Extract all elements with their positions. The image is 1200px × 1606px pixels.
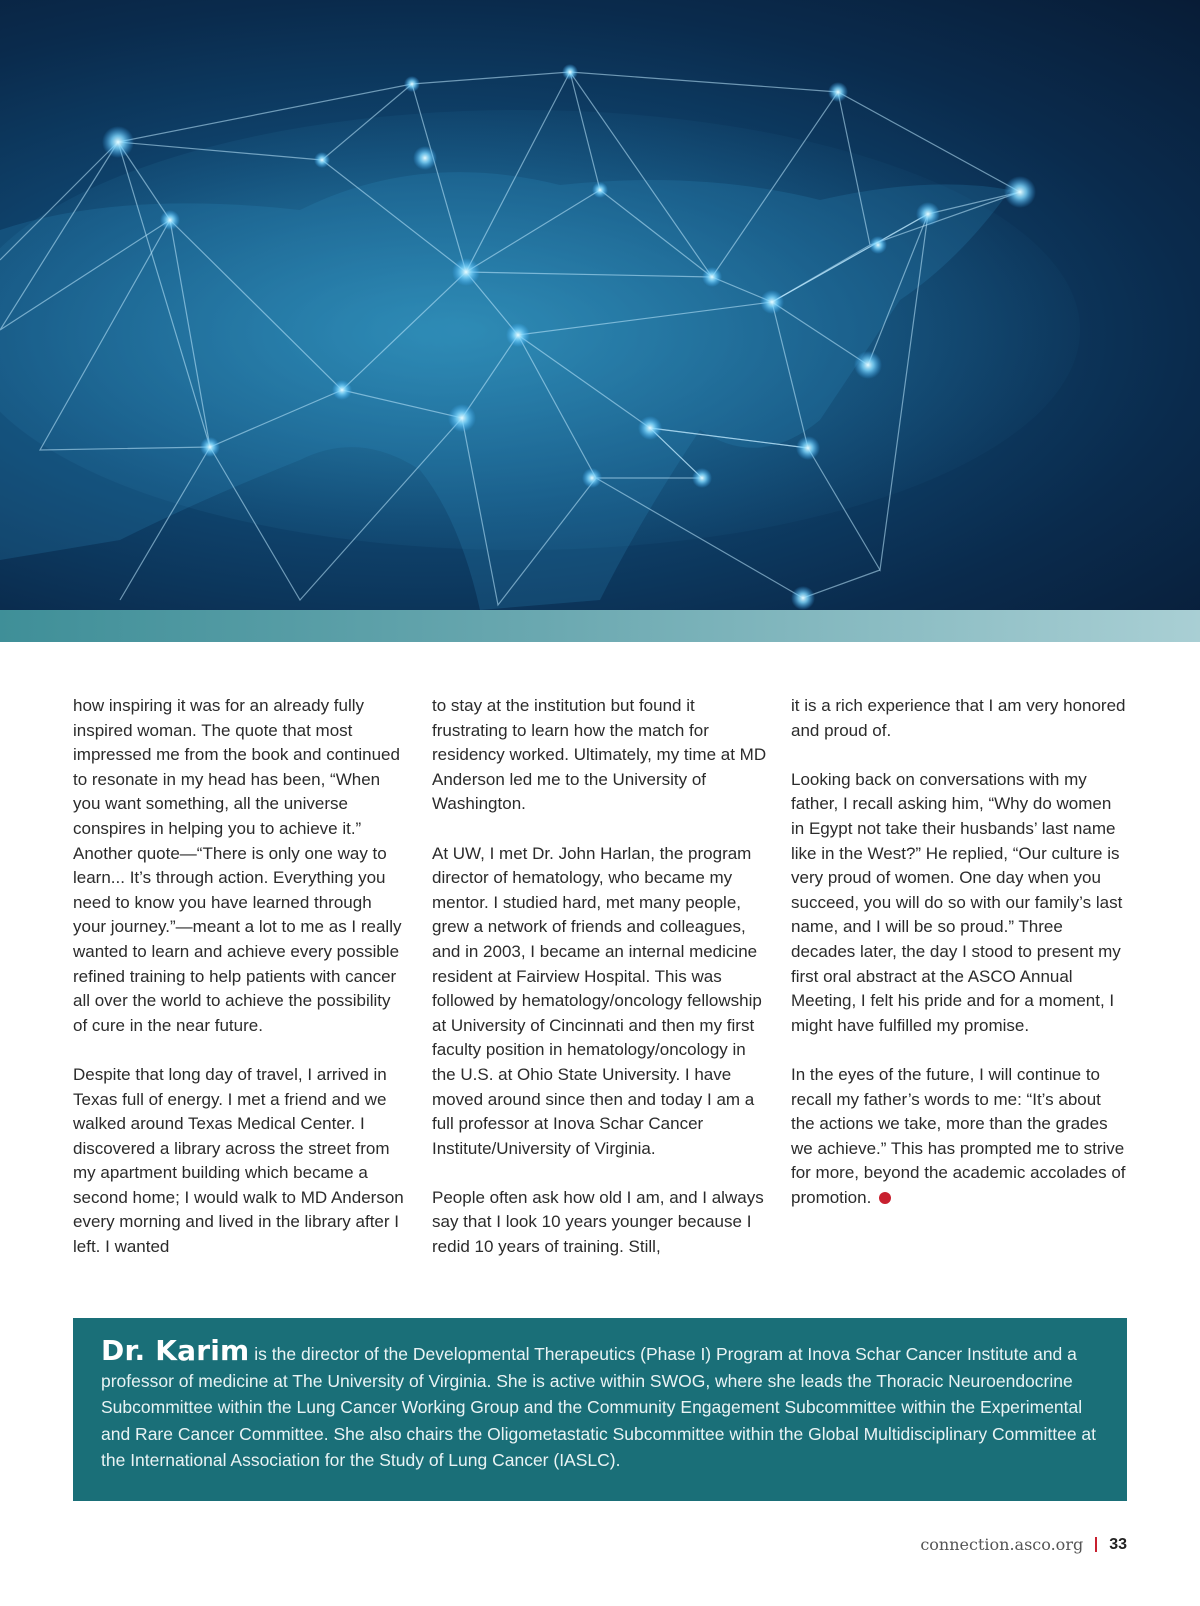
- author-bio-box: [73, 1318, 1127, 1501]
- paragraph: At UW, I met Dr. John Harlan, the program director of hematology, who became my mentor. I studied hard, met many people, grew a network of friends and colleagues, and in 2003, I became an internal medicine resident at Fairview Hospital. This was followed by hematology/oncology fellowship at University of Cincinnati and then my first faculty position in hematology/oncology in the U.S. at Ohio State University. I have moved around since then and today I am a full professor at Inova Schar Cancer Institute/University of Virginia.: [432, 843, 762, 1158]
- text-column-3: [791, 694, 1127, 1235]
- paragraph-final: [791, 1063, 1127, 1211]
- paragraph: how inspiring it was for an already fully inspired woman. The quote that most impressed me from the book and continued to resonate in my head has been, “When you want something, all the universe conspires in helping you to achieve it.” Another quote—“There is only one way to learn... It’s through action. Everything you need to know you have learned through your journey.”—meant a lot to me as I really wanted to learn and achieve every possible refined training to help patients with cancer all over the world to achieve the possibility of cure in the near future.: [73, 696, 402, 1035]
- hero-band: [0, 610, 1200, 642]
- paragraph: People often ask how old I am, and I always say that I look 10 years younger because I redid 10 years of training. Still,: [432, 1187, 764, 1257]
- end-mark-icon: [879, 1192, 891, 1204]
- site-url: connection.asco.org: [920, 1535, 1084, 1554]
- text-column-2: [432, 694, 768, 1284]
- author-name: Dr. Karim: [101, 1334, 250, 1367]
- page-number: 33: [1109, 1535, 1127, 1553]
- paragraph: Despite that long day of travel, I arrived in Texas full of energy. I met a friend and we walked around Texas Medical Center. I discovered a library across the street from my apartment building which became a second home; I would walk to MD Anderson every morning and lived in the library after I left. I wanted: [73, 1064, 404, 1257]
- paragraph: Looking back on conversations with my father, I recall asking him, “Why do women in Egypt not take their husbands’ last name like in the West?” He replied, “Our culture is very proud of women. One day when you succeed, you will do so with our family’s last name, and I will be so proud.” Three decades later, the day I stood to present my first oral abstract at the ASCO Annual Meeting, I felt his pride and for a moment, I might have fulfilled my promise.: [791, 769, 1123, 1035]
- hero-image: [0, 0, 1200, 610]
- footer-separator: [1095, 1537, 1097, 1552]
- text-column-1: [73, 694, 409, 1284]
- paragraph: it is a rich experience that I am very honored and proud of.: [791, 696, 1126, 740]
- paragraph-text: In the eyes of the future, I will continue to recall my father’s words to me: “It’s about the actions we take, more than the grades we achieve.” This has prompted me to strive for more, beyond the academic accolades of promotion.: [791, 1064, 1126, 1207]
- author-bio-text: is the director of the Developmental Therapeutics (Phase I) Program at Inova Schar Cancer Institute and a professor of medicine at The University of Virginia. She is active within SWOG, where she leads the Thoracic Neuroendocrine Subcommittee within the Lung Cancer Working Group and the Community Engagement Subcommittee within the Experimental and Rare Cancer Committee. She also chairs the Oligometastatic Subcommittee within the Global Multidisciplinary Committee at the International Association for the Study of Lung Cancer (IASLC).: [101, 1344, 1097, 1471]
- page-footer: [920, 1535, 1127, 1554]
- paragraph: to stay at the institution but found it frustrating to learn how the match for residency worked. Ultimately, my time at MD Anderson led me to the University of Washington.: [432, 696, 767, 814]
- network-map-illustration: [0, 0, 1200, 610]
